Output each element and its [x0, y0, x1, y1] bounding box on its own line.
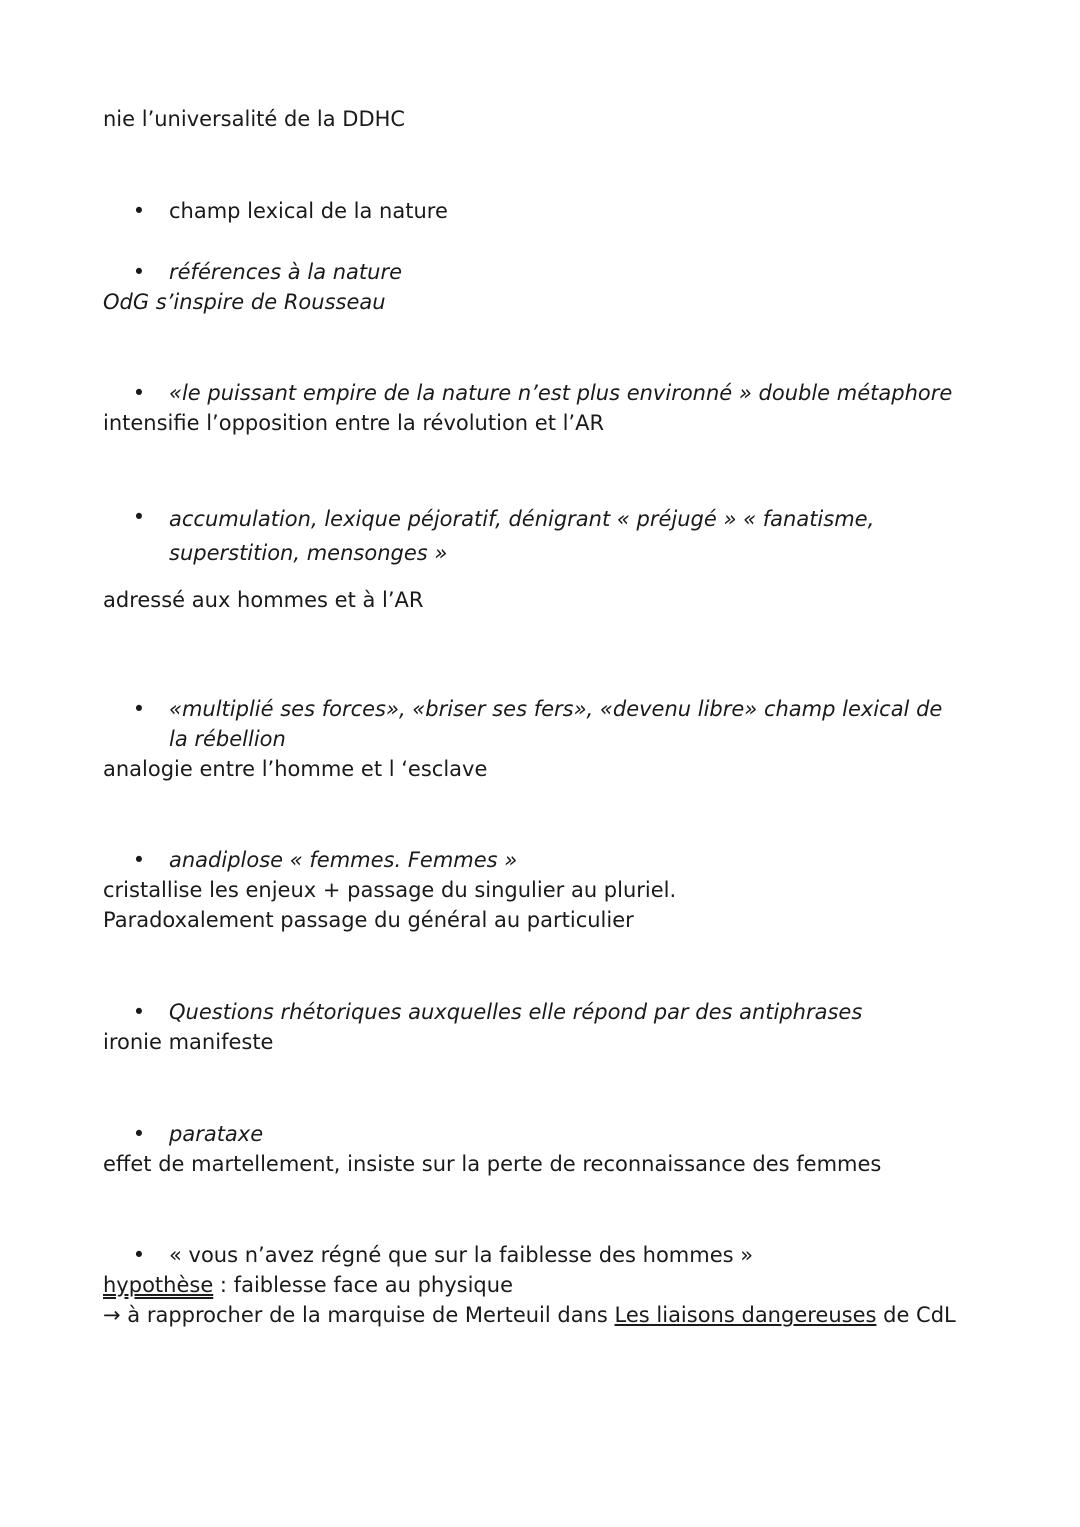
bullet-text: «le puissant empire de la nature n’est plus environné » double métaphore: [169, 381, 953, 405]
note-line: intensifie l’opposition entre la révolution et l’AR: [103, 411, 605, 435]
reference-author: de CdL: [876, 1303, 956, 1327]
note-line: analogie entre l’homme et l ‘esclave: [103, 757, 488, 781]
book-title: Les liaisons dangereuses: [614, 1303, 877, 1327]
hypothesis-text: : faiblesse face au physique: [213, 1273, 513, 1297]
bullet-text: parataxe: [169, 1122, 264, 1146]
reference-text: à rapprocher de la marquise de Merteuil dans: [120, 1303, 615, 1327]
reference-line: [103, 1300, 956, 1330]
bullet-icon: •: [132, 381, 146, 405]
note-line: adressé aux hommes et à l’AR: [103, 588, 424, 612]
note-line: effet de martellement, insiste sur la perte de reconnaissance des femmes: [103, 1152, 882, 1176]
bullet-text: accumulation, lexique péjoratif, dénigrant « préjugé » « fanatisme, superstition, mensonges »: [169, 507, 875, 565]
bullet-text: références à la nature: [169, 260, 403, 284]
bullet-icon: •: [132, 199, 146, 223]
hypothesis-label: hypothèse: [103, 1273, 214, 1297]
note-line: OdG s’inspire de Rousseau: [103, 290, 386, 314]
hypothesis-line: [103, 1270, 513, 1300]
note-line: Paradoxalement passage du général au particulier: [103, 908, 634, 932]
bullet-icon: •: [132, 505, 146, 529]
bullet-text: «multiplié ses forces», «briser ses fers», «devenu libre» champ lexical de la rébellion: [169, 697, 943, 751]
bullet-icon: •: [132, 1000, 146, 1024]
note-line: ironie manifeste: [103, 1030, 274, 1054]
note-line: nie l’universalité de la DDHC: [103, 107, 406, 131]
bullet-icon: •: [132, 848, 146, 872]
bullet-text: champ lexical de la nature: [169, 199, 448, 223]
bullet-text: anadiplose « femmes. Femmes »: [169, 848, 518, 872]
bullet-icon: •: [132, 1122, 146, 1146]
arrow-right-icon: →: [103, 1303, 121, 1327]
bullet-icon: •: [132, 697, 146, 721]
bullet-icon: •: [132, 1243, 146, 1267]
bullet-text: Questions rhétoriques auxquelles elle répond par des antiphrases: [169, 1000, 863, 1024]
bullet-text: « vous n’avez régné que sur la faiblesse des hommes »: [169, 1243, 754, 1267]
bullet-icon: •: [132, 260, 146, 284]
note-line: cristallise les enjeux + passage du singulier au pluriel.: [103, 878, 677, 902]
